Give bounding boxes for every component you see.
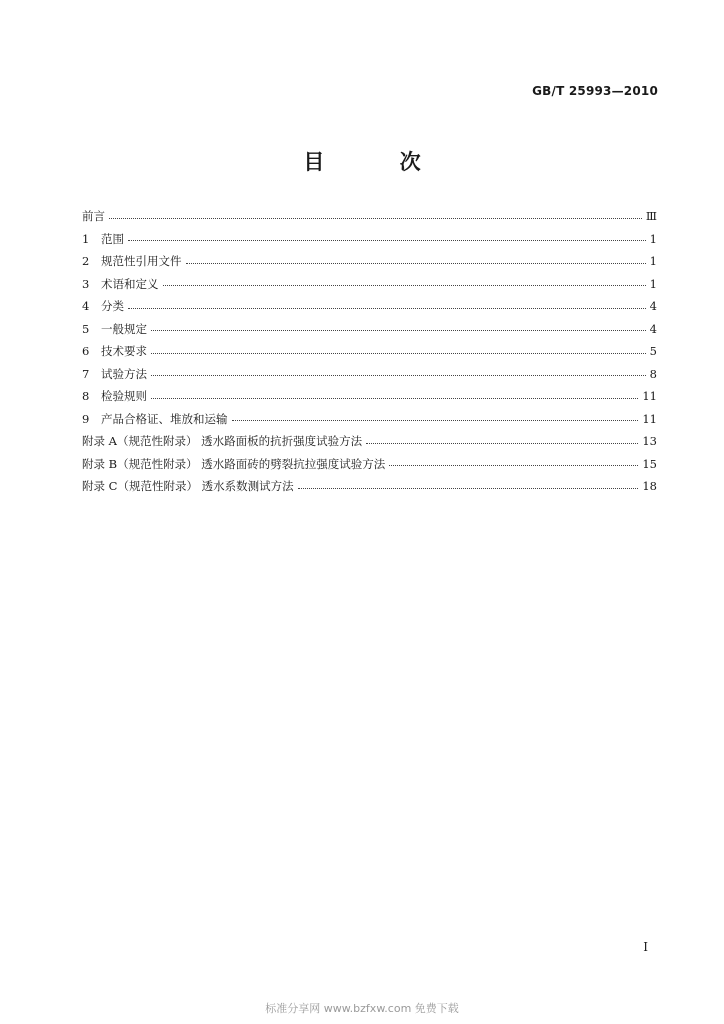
toc-label: 试验方法	[101, 366, 147, 381]
toc-leader-dots	[186, 263, 646, 264]
toc-page: 4	[649, 299, 657, 313]
toc-label: 分类	[101, 299, 124, 313]
toc-number: 6	[82, 344, 90, 358]
toc-number: 7	[82, 366, 90, 381]
toc-entry-9[interactable]	[82, 408, 657, 431]
toc-label: 规范性引用文件	[101, 254, 182, 268]
toc-page: 1	[649, 254, 657, 268]
toc-entry-foreword[interactable]	[82, 205, 657, 228]
toc-number: 3	[82, 276, 90, 291]
toc-label: 术语和定义	[101, 276, 159, 291]
toc-page: 18	[642, 479, 657, 493]
toc-entry-1[interactable]	[82, 228, 657, 251]
toc-page: 11	[642, 389, 657, 403]
table-of-contents	[82, 205, 657, 498]
standard-code: GB/T 25993—2010	[532, 84, 658, 98]
toc-label: 前言	[82, 209, 105, 223]
toc-entry-8[interactable]	[82, 385, 657, 408]
toc-label: 附录 A（规范性附录） 透水路面板的抗折强度试验方法	[82, 434, 363, 448]
toc-entry-6[interactable]	[82, 340, 657, 363]
toc-leader-dots	[128, 240, 646, 241]
toc-entry-appendix-b[interactable]	[82, 453, 657, 476]
toc-label: 范围	[101, 231, 124, 246]
toc-leader-dots	[366, 443, 638, 444]
toc-label: 产品合格证、堆放和运输	[101, 411, 228, 426]
page-number: I	[643, 940, 648, 954]
toc-entry-3[interactable]	[82, 273, 657, 296]
toc-leader-dots	[298, 488, 639, 489]
toc-page: 5	[649, 344, 657, 358]
toc-entry-5[interactable]	[82, 318, 657, 341]
toc-page: 13	[642, 434, 657, 448]
toc-label: 技术要求	[101, 344, 147, 358]
toc-leader-dots	[232, 420, 639, 421]
toc-number: 2	[82, 254, 90, 268]
toc-entry-appendix-c[interactable]	[82, 475, 657, 498]
toc-leader-dots	[109, 218, 642, 219]
toc-leader-dots	[389, 465, 638, 466]
toc-number: 9	[82, 411, 90, 426]
toc-label: 附录 C（规范性附录） 透水系数测试方法	[82, 479, 294, 493]
toc-number: 4	[82, 299, 90, 313]
toc-label: 附录 B（规范性附录） 透水路面砖的劈裂抗拉强度试验方法	[82, 456, 386, 471]
toc-entry-7[interactable]	[82, 363, 657, 386]
page-title: 目 次	[303, 150, 455, 174]
footer-watermark[interactable]: 标准分享网 www.bzfxw.com 免费下载	[265, 1002, 459, 1015]
toc-leader-dots	[151, 375, 646, 376]
toc-entry-2[interactable]	[82, 250, 657, 273]
toc-page: 8	[649, 366, 657, 381]
toc-number: 1	[82, 231, 90, 246]
toc-entry-appendix-a[interactable]	[82, 430, 657, 453]
toc-page: 4	[649, 321, 657, 336]
toc-entry-4[interactable]	[82, 295, 657, 318]
toc-leader-dots	[163, 285, 646, 286]
toc-leader-dots	[151, 330, 646, 331]
toc-leader-dots	[151, 353, 646, 354]
toc-page: 1	[649, 276, 657, 291]
toc-page: Ⅲ	[645, 209, 657, 223]
toc-leader-dots	[128, 308, 646, 309]
toc-number: 8	[82, 389, 90, 403]
toc-leader-dots	[151, 398, 638, 399]
toc-label: 检验规则	[101, 389, 147, 403]
toc-label: 一般规定	[101, 321, 147, 336]
toc-page: 15	[642, 456, 657, 471]
toc-page: 1	[649, 231, 657, 246]
toc-page: 11	[642, 411, 657, 426]
toc-number: 5	[82, 321, 90, 336]
